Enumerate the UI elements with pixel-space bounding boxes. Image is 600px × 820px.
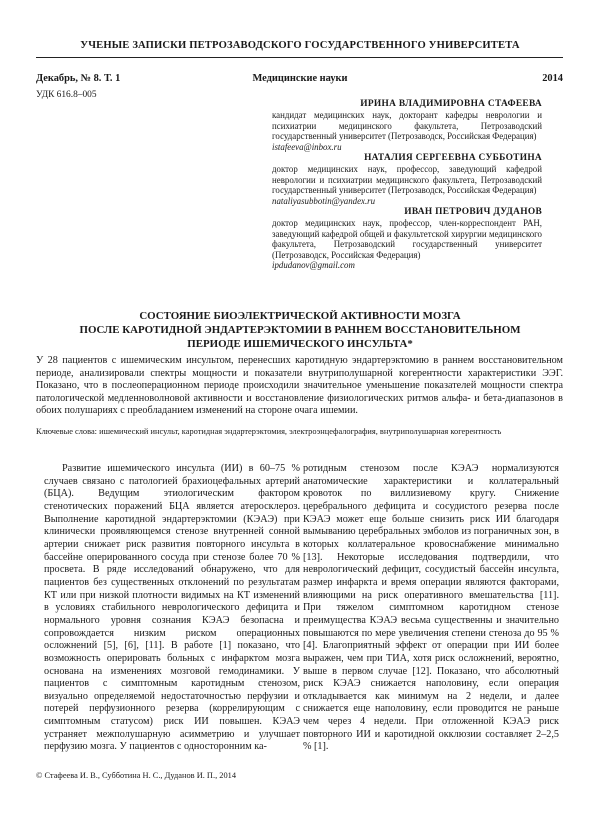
year: 2014 — [542, 73, 563, 84]
author-name: НАТАЛИЯ СЕРГЕЕВНА СУББОТИНА — [364, 153, 542, 164]
abstract: У 28 пациентов с ишемическим инсультом, перенесших каротидную эндартерэктомию в раннем восстановительном периоде, анализировали спектры мощности и показатели внутриполушарной когерентности характеристики ЭЭГ. Показано, что в послеоперационном периоде происходили значительное уменьшение показателей мощности спектра патологической медленноволновой активности и восстановление физиологических ритмов альфа- и бета-диапазонов в обоих полушариях с преобладанием изменений на стороне очага ишемии. — [36, 355, 563, 417]
top-divider — [36, 57, 563, 58]
author-name: ИВАН ПЕТРОВИЧ ДУДАНОВ — [404, 207, 542, 218]
keywords: Ключевые слова: ишемический инсульт, каротидная эндартерэктомия, электроэнцефалография, внутриполушарная когерентность — [36, 427, 502, 436]
author-affiliation: доктор медицинских наук, профессор, член-корреспондент РАН, заведующий кафедрой общей и факультетской хирургии медицинского факультета, Петрозаводский государственный университет (Петрозаводск, Российская Федерация) — [272, 218, 542, 260]
author-affiliation: доктор медицинских наук, профессор, заведующий кафедрой неврологии и психиатрии медицинского факультета, Петрозаводский государственный университет (Петрозаводск, Российская Федерация) — [272, 164, 542, 196]
authors-block — [272, 99, 542, 272]
issue-info: Декабрь, № 8. Т. 1 — [36, 73, 121, 84]
title-line-2: ПОСЛЕ КАРОТИДНОЙ ЭНДАРТЕРЭКТОМИИ В РАННЕМ ВОССТАНОВИТЕЛЬНОМ — [79, 324, 521, 336]
author-1 — [272, 99, 542, 152]
body-column-right — [303, 463, 559, 754]
body-paragraph: ротидным стенозом после КЭАЭ нормализуются анатомические характеристики и коллатеральный кровоток по виллизиевому кругу. Снижение церебрального дефицита и сосудистого резерва после КЭАЭ может еще больше снизить риск ИИ благодаря вымыванию церебральных эмболов из пограничных зон, в которых коллатеральное кровоснабжение минимально [13]. Некоторые исследования подтвердили, что неврологический дефицит, сосудистый бассейн инсульта, размер инфаркта и время операции являются факторами, влияющими на риск оперативного вмешательства [11]. При тяжелом симптомном каротидном стенозе преимущества КЭАЭ весьма существенны и значительно повышаются по мере увеличения степени стеноза до 95 % [4]. Благоприятный эффект от операции при ИИ более выражен, чем при ТИА, хотя риск осложнений, вероятно, выше в первом случае [12]. Показано, что абсолютный риск КЭАЭ снижается наполовину, если операция откладывается как минимум на 2 недели, и далее снижается еще наполовину, если проводится не раньше чем через 4 недели. При отложенной КЭАЭ риск повторного ИИ и каротидной окклюзии составляет 2–2,5 % [1]. — [303, 463, 559, 753]
udk-code: УДК 616.8–005 — [36, 90, 97, 100]
section-name: Медицинские науки — [252, 73, 348, 84]
body-paragraph: Развитие ишемического инсульта (ИИ) в 60–75 % случаев связано с патологией брахиоцефальных артерий (БЦА). Ведущим этиологическим фактором стенотических поражений БЦА является атеросклероз. Выполнение каротидной эндартерэктомии (КЭАЭ) при клинически проявляющемся стенозе внутренней сонной артерии снижает риск развития повторного инсульта в бассейне оперированного сосуда при стенозе более 70 % просвета. В ряде исследований обнаружено, что для пациентов без существенных отклонений по результатам КТ или при низкой плотности видимых на КТ изменений в условиях стабильного неврологического дефицита и нормального уровня сознания КЭАЭ безопасна и сопровождается низким риском операционных осложнений [5], [6], [11]. В работе [1] показано, что возможность оперировать больных с инфарктом мозга основана на изменениях мозговой гемодинамики. У пациентов с симптомным каротидным стенозом, визуально определяемой недостаточностью перфузии и потерей перфузионного резерва (коррелирующим с симптомным статусом) риск ИИ повышен. КЭАЭ устраняет межполушарную асимметрию и улучшает перфузию мозга. У пациентов с односторонним ка- — [44, 463, 300, 753]
author-name: ИРИНА ВЛАДИМИРОВНА СТАФЕЕВА — [360, 99, 542, 109]
title-line-3: ПЕРИОДЕ ИШЕМИЧЕСКОГО ИНСУЛЬТА* — [187, 338, 413, 350]
title-line-1: СОСТОЯНИЕ БИОЭЛЕКТРИЧЕСКОЙ АКТИВНОСТИ МОЗГА — [139, 310, 461, 322]
author-email[interactable]: nataliyasubbotin@yandex.ru — [272, 195, 376, 206]
author-3 — [272, 207, 542, 270]
article-title — [40, 309, 560, 351]
body-column-left — [44, 463, 300, 754]
journal-title: УЧЕНЫЕ ЗАПИСКИ ПЕТРОЗАВОДСКОГО ГОСУДАРСТВЕННОГО УНИВЕРСИТЕТА — [80, 40, 520, 51]
author-affiliation: кандидат медицинских наук, докторант кафедры неврологии и психиатрии медицинского факультета, Петрозаводский государственный университет (Петрозаводск, Российская Федерация) — [272, 110, 542, 142]
copyright: © Стафеева И. В., Субботина Н. С., Дуданов И. П., 2014 — [36, 771, 237, 780]
author-2 — [272, 153, 542, 206]
author-email[interactable]: ipdudanov@gmail.com — [272, 260, 355, 271]
author-email[interactable]: istafeeva@inbox.ru — [272, 141, 342, 152]
